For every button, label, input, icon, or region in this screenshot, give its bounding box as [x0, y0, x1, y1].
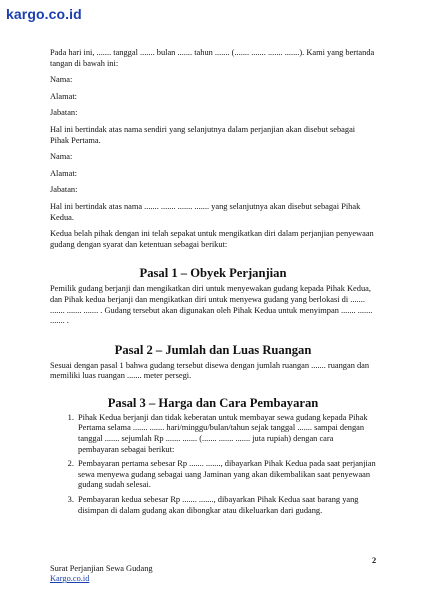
party1-nama-field: Nama:	[50, 75, 73, 85]
pasal-3-list	[50, 413, 376, 516]
pasal-1-text: Pemilik gudang berjanji dan mengikatkan diri untuk menyewakan gudang kepada Pihak Kedua, dan Pihak kedua berjanji dan mengikatkan diri untuk menyewa gudang yang berlokasi di ....... ....... ....... ....... . Gudang tersebut akan digunakan oleh Pihak Kedua untuk menyimpan ....... ....... ....... .	[50, 284, 373, 326]
pasal-3-heading: Pasal 3 – Harga dan Cara Pembayaran	[107, 395, 319, 410]
party1-statement: Hal ini bertindak atas nama sendiri yang selanjutnya dalam perjanjian akan disebut sebagai Pihak Pertama.	[50, 124, 356, 145]
pasal-2-text: Sesuai dengan pasal 1 bahwa gudang tersebut disewa dengan jumlah ruangan ....... ruangan dan memiliki luas ruangan ....... meter persegi.	[50, 360, 370, 381]
party1-alamat-field: Alamat:	[50, 91, 77, 101]
brand-logo[interactable]: kargo.co.id	[6, 6, 82, 22]
footer-title: Surat Perjanjian Sewa Gudang	[50, 564, 153, 573]
agreement-paragraph: Kedua belah pihak dengan ini telah sepakat untuk mengikatkan diri dalam perjanjian penyewaan gudang dengan syarat dan ketentuan sebagai berikut:	[50, 229, 374, 249]
party2-statement: Hal ini bertindak atas nama ....... ....... ....... ....... yang selanjutnya akan disebut sebagai Pihak Kedua.	[50, 201, 361, 222]
party2-nama-field: Nama:	[50, 152, 73, 162]
pasal-1-heading: Pasal 1 – Obyek Perjanjian	[139, 266, 287, 281]
page-number: 2	[372, 556, 377, 565]
pasal-2-heading: Pasal 2 – Jumlah dan Luas Ruangan	[114, 342, 312, 357]
list-item: 1. Pihak Kedua berjanji dan tidak keberatan untuk membayar sewa gudang kepada Pihak Pertama selama ....... ....... hari/minggu/bulan/tahun sejak tanggal ....... sampai dengan tanggal ....... sejumlah Rp ....... ....... (....... ....... ....... juta rupiah) dengan cara pembayaran sebagai berikut:	[76, 413, 376, 455]
footer	[50, 564, 153, 584]
footer-link[interactable]: Kargo.co.id	[50, 574, 90, 584]
party1-jabatan-field: Jabatan:	[50, 108, 78, 118]
list-item: 2. Pembayaran pertama sebesar Rp ....... ......., dibayarkan Pihak Kedua pada saat perjanjian sewa menyewa gudang sebagai uang Jaminan yang akan dikembalikan saat penyewaan gudang sudah selesai.	[76, 459, 376, 491]
list-item: 3. Pembayaran kedua sebesar Rp ....... ......., dibayarkan Pihak Kedua saat barang yang disimpan di dalam gudang akan dibongkar atau dikeluarkan dari gudang.	[76, 495, 376, 516]
party2-alamat-field: Alamat:	[50, 168, 77, 178]
party2-jabatan-field: Jabatan:	[50, 185, 78, 195]
document-body	[50, 48, 376, 520]
opening-paragraph: Pada hari ini, ....... tanggal ....... bulan ....... tahun ....... (....... ....... ....... .......). Kami yang bertanda tangan di bawah ini:	[50, 48, 375, 68]
